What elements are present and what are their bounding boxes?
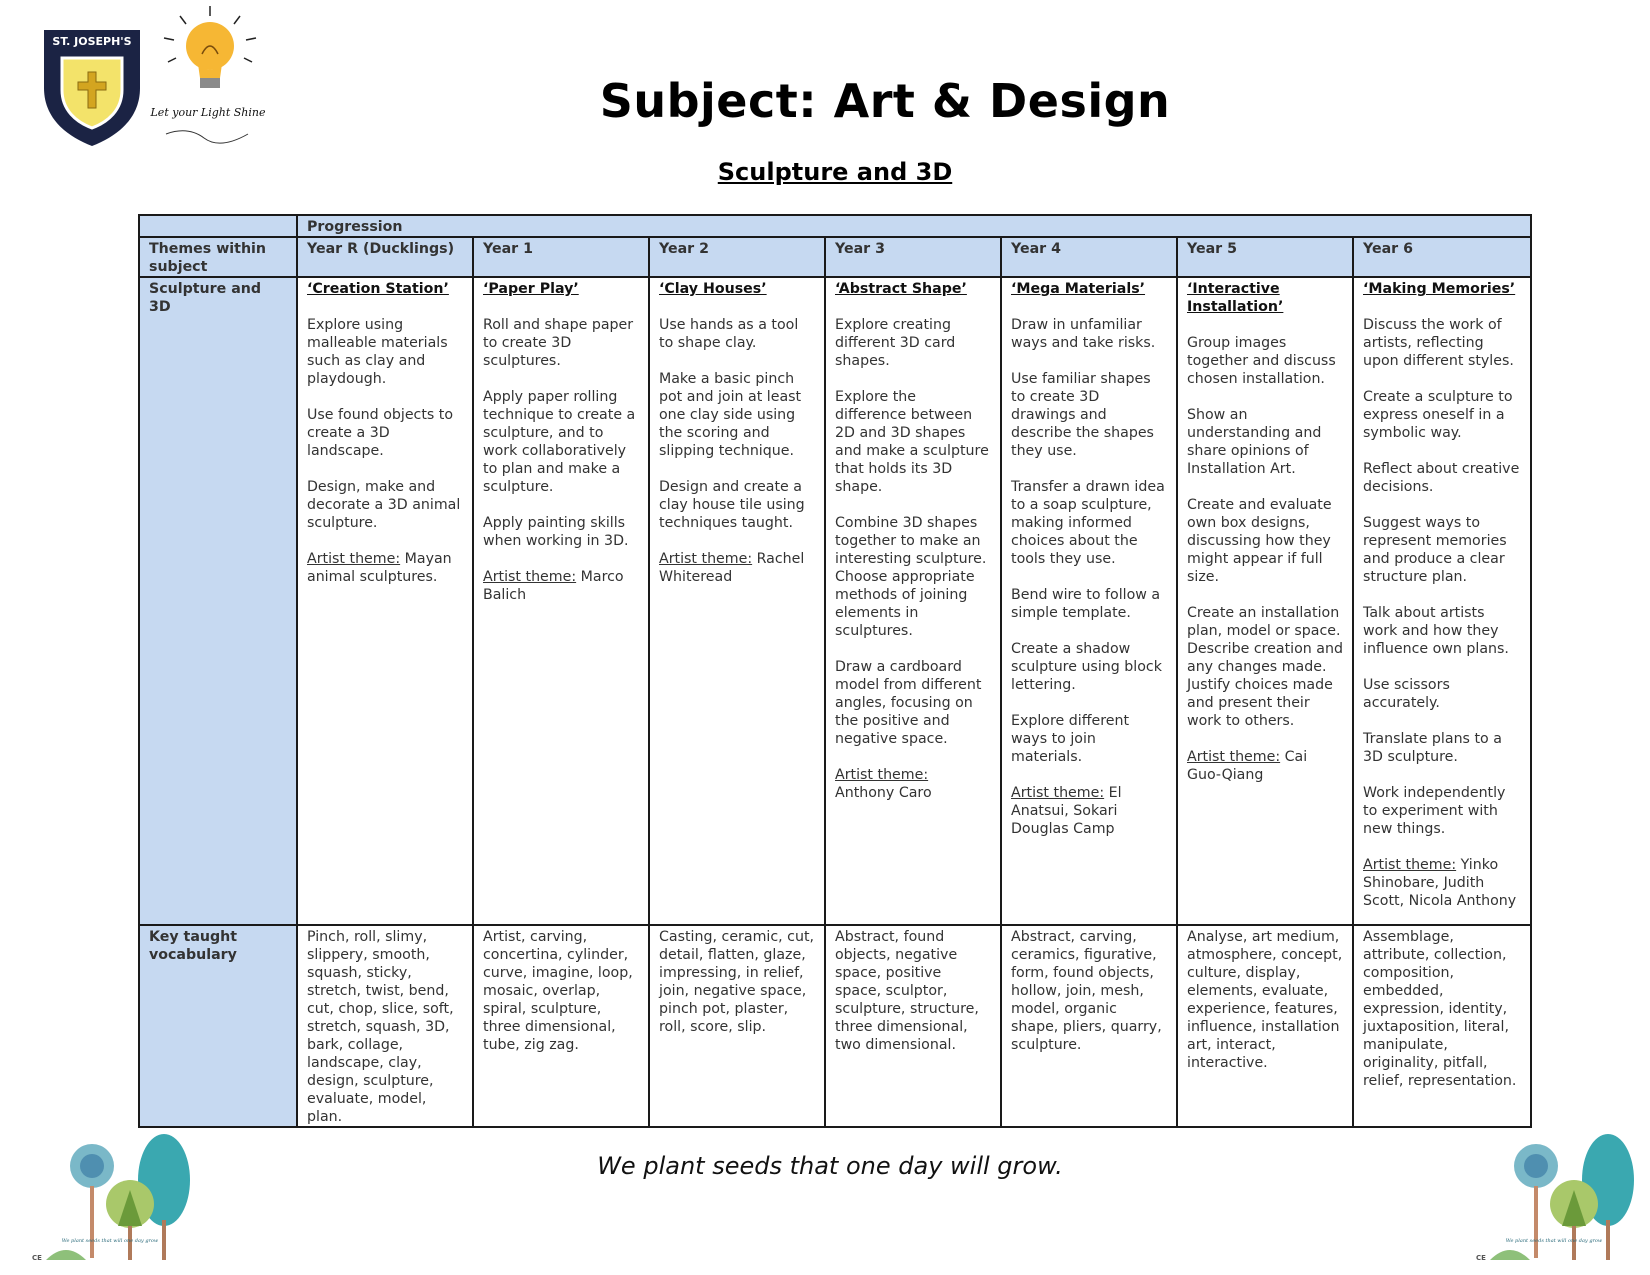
crest-school-name: ST. JOSEPH'S	[52, 35, 132, 48]
year-header-row	[139, 237, 1531, 277]
year-3-content	[825, 277, 1001, 925]
artist-theme	[1187, 748, 1343, 784]
objective-text: Apply painting skills when working in 3D.	[483, 515, 629, 549]
artist-theme	[1011, 784, 1167, 838]
objective-text: Explore the difference between 2D and 3D shapes and make a sculpture that holds its 3D shape.	[835, 389, 989, 495]
objective-text: Show an understanding and share opinions of Installation Art.	[1187, 407, 1322, 477]
year-1-content	[473, 277, 649, 925]
tree-caption-left: We plant seeds that will one day grow	[61, 1238, 159, 1244]
year-4-vocabulary: Abstract, carving, ceramics, figurative, form, found objects, hollow, join, mesh, model, organic shape, pliers, quarry, sculpture.	[1001, 925, 1177, 1127]
artist-theme	[307, 550, 463, 586]
objective-text: Talk about artists work and how they influence own plans.	[1363, 605, 1509, 657]
unit-title: ‘Abstract Shape’	[835, 281, 967, 297]
unit-title: ‘Paper Play’	[483, 281, 579, 297]
page-subtitle: Sculpture and 3D	[717, 158, 953, 186]
page-title: Subject: Art & Design	[599, 74, 1171, 128]
year-header-r: Year R (Ducklings)	[297, 237, 473, 277]
artist-name: Mayan animal sculptures.	[307, 551, 452, 585]
artist-name: Anthony Caro	[835, 785, 932, 801]
school-motto: We plant seeds that one day will grow.	[597, 1152, 1063, 1180]
objective-text: Work independently to experiment with new things.	[1363, 785, 1506, 837]
unit-title: ‘Creation Station’	[307, 281, 449, 297]
objective-text: Use familiar shapes to create 3D drawings and describe the shapes they use.	[1011, 371, 1154, 459]
year-5-vocabulary: Analyse, art medium, atmosphere, concept, culture, display, elements, evaluate, experience, features, influence, installation art, interact, interactive.	[1177, 925, 1353, 1127]
objective-text: Draw in unfamiliar ways and take risks.	[1011, 317, 1156, 351]
artist-theme	[835, 766, 991, 802]
year-header-4: Year 4	[1001, 237, 1177, 277]
year-header-5: Year 5	[1177, 237, 1353, 277]
vocab-label: Key taught vocabulary	[139, 925, 297, 1127]
vocabulary-row	[139, 925, 1531, 1127]
objective-text: Make a basic pinch pot and join at least one clay side using the scoring and slipping technique.	[659, 371, 802, 459]
tree-caption-right: We plant seeds that will one day grow	[1505, 1238, 1603, 1244]
year-header-2: Year 2	[649, 237, 825, 277]
artist-theme-label: Artist theme:	[1363, 857, 1457, 873]
objective-text: Transfer a drawn idea to a soap sculpture, making informed choices about the tools they use.	[1011, 479, 1165, 567]
themes-header: Themes within subject	[139, 237, 297, 277]
year-5-content	[1177, 277, 1353, 925]
objective-text: Design, make and decorate a 3D animal sculpture.	[307, 479, 461, 531]
objective-text: Create a sculpture to express oneself in a symbolic way.	[1363, 389, 1513, 441]
artist-name: Yinko Shinobare, Judith Scott, Nicola Anthony	[1363, 857, 1517, 909]
year-2-vocabulary: Casting, ceramic, cut, detail, flatten, glaze, impressing, in relief, join, negative space, pinch pot, plaster, roll, score, slip.	[649, 925, 825, 1127]
year-1-vocabulary: Artist, carving, concertina, cylinder, curve, imagine, loop, mosaic, overlap, spiral, sculpture, three dimensional, tube, zig zag.	[473, 925, 649, 1127]
objective-text: Create and evaluate own box designs, discussing how they might appear if full size.	[1187, 497, 1332, 585]
artist-theme-label: Artist theme:	[1011, 785, 1105, 801]
artist-theme	[1363, 856, 1521, 910]
artist-theme-label: Artist theme:	[659, 551, 753, 567]
objective-text: Roll and shape paper to create 3D sculptures.	[483, 317, 634, 369]
progression-table	[138, 214, 1532, 1128]
theme-label: Sculpture and 3D	[139, 277, 297, 925]
objective-text: Explore different ways to join materials.	[1011, 713, 1130, 765]
tree-illustration-right	[1470, 1130, 1640, 1270]
objective-text: Design and create a clay house tile using techniques taught.	[659, 479, 805, 531]
progression-header: Progression	[297, 215, 1531, 237]
year-r-vocabulary: Pinch, roll, slimy, slippery, smooth, squash, sticky, stretch, twist, bend, cut, chop, slice, soft, stretch, squash, 3D, bark, collage, landscape, clay, design, sculpture, evaluate, model, plan.	[297, 925, 473, 1127]
tree-illustration-left	[26, 1130, 196, 1270]
year-6-content	[1353, 277, 1531, 925]
artist-name: Cai Guo-Qiang	[1187, 749, 1308, 783]
year-2-content	[649, 277, 825, 925]
objective-text: Bend wire to follow a simple template.	[1011, 587, 1161, 621]
objective-text: Use hands as a tool to shape clay.	[659, 317, 799, 351]
unit-title: ‘Making Memories’	[1363, 281, 1516, 297]
artist-theme-label: Artist theme:	[1187, 749, 1281, 765]
unit-title: ‘Interactive Installation’	[1187, 281, 1284, 315]
year-header-6: Year 6	[1353, 237, 1531, 277]
objective-text: Group images together and discuss chosen installation.	[1187, 335, 1336, 387]
objective-text: Explore using malleable materials such as clay and playdough.	[307, 317, 448, 387]
objective-text: Apply paper rolling technique to create a sculpture, and to work collaboratively to plan and make a sculpture.	[483, 389, 636, 495]
blank-header-cell	[139, 215, 297, 237]
objective-text: Translate plans to a 3D sculpture.	[1363, 731, 1502, 765]
objective-text: Draw a cardboard model from different angles, focusing on the positive and negative space.	[835, 659, 982, 747]
artist-name: El Anatsui, Sokari Douglas Camp	[1011, 785, 1122, 837]
artist-theme-label: Artist theme:	[483, 569, 577, 585]
artist-name: Marco Balich	[483, 569, 624, 603]
objective-text: Use scissors accurately.	[1363, 677, 1450, 711]
logo-text: Let your Light Shine	[150, 106, 266, 119]
year-6-vocabulary: Assemblage, attribute, collection, composition, embedded, expression, identity, juxtaposition, literal, manipulate, originality, pitfall, relief, representation.	[1353, 925, 1531, 1127]
objective-text: Create a shadow sculpture using block lettering.	[1011, 641, 1162, 693]
objective-text: Reflect about creative decisions.	[1363, 461, 1520, 495]
year-header-3: Year 3	[825, 237, 1001, 277]
sculpture-row	[139, 277, 1531, 925]
light-bulb-logo	[150, 4, 266, 152]
artist-theme	[659, 550, 815, 586]
ce-mark-right: CE	[1476, 1254, 1486, 1262]
year-r-content	[297, 277, 473, 925]
artist-name: Rachel Whiteread	[659, 551, 805, 585]
objective-text: Explore creating different 3D card shapes.	[835, 317, 956, 369]
objective-text: Use found objects to create a 3D landscape.	[307, 407, 454, 459]
artist-theme	[483, 568, 639, 604]
school-crest-logo	[40, 26, 144, 148]
year-4-content	[1001, 277, 1177, 925]
year-3-vocabulary: Abstract, found objects, negative space, positive space, sculptor, sculpture, structure, three dimensional, two dimensional.	[825, 925, 1001, 1127]
objective-text: Create an installation plan, model or space. Describe creation and any changes made. Justify choices made and present their work to others.	[1187, 605, 1343, 729]
artist-theme-label: Artist theme:	[835, 767, 929, 783]
unit-title: ‘Mega Materials’	[1011, 281, 1146, 297]
progression-row	[139, 215, 1531, 237]
ce-mark-left: CE	[32, 1254, 42, 1262]
year-header-1: Year 1	[473, 237, 649, 277]
unit-title: ‘Clay Houses’	[659, 281, 767, 297]
objective-text: Suggest ways to represent memories and produce a clear structure plan.	[1363, 515, 1507, 585]
objective-text: Discuss the work of artists, reflecting upon different styles.	[1363, 317, 1514, 369]
artist-theme-label: Artist theme:	[307, 551, 401, 567]
objective-text: Combine 3D shapes together to make an interesting sculpture. Choose appropriate methods of joining elements in sculptures.	[835, 515, 987, 639]
